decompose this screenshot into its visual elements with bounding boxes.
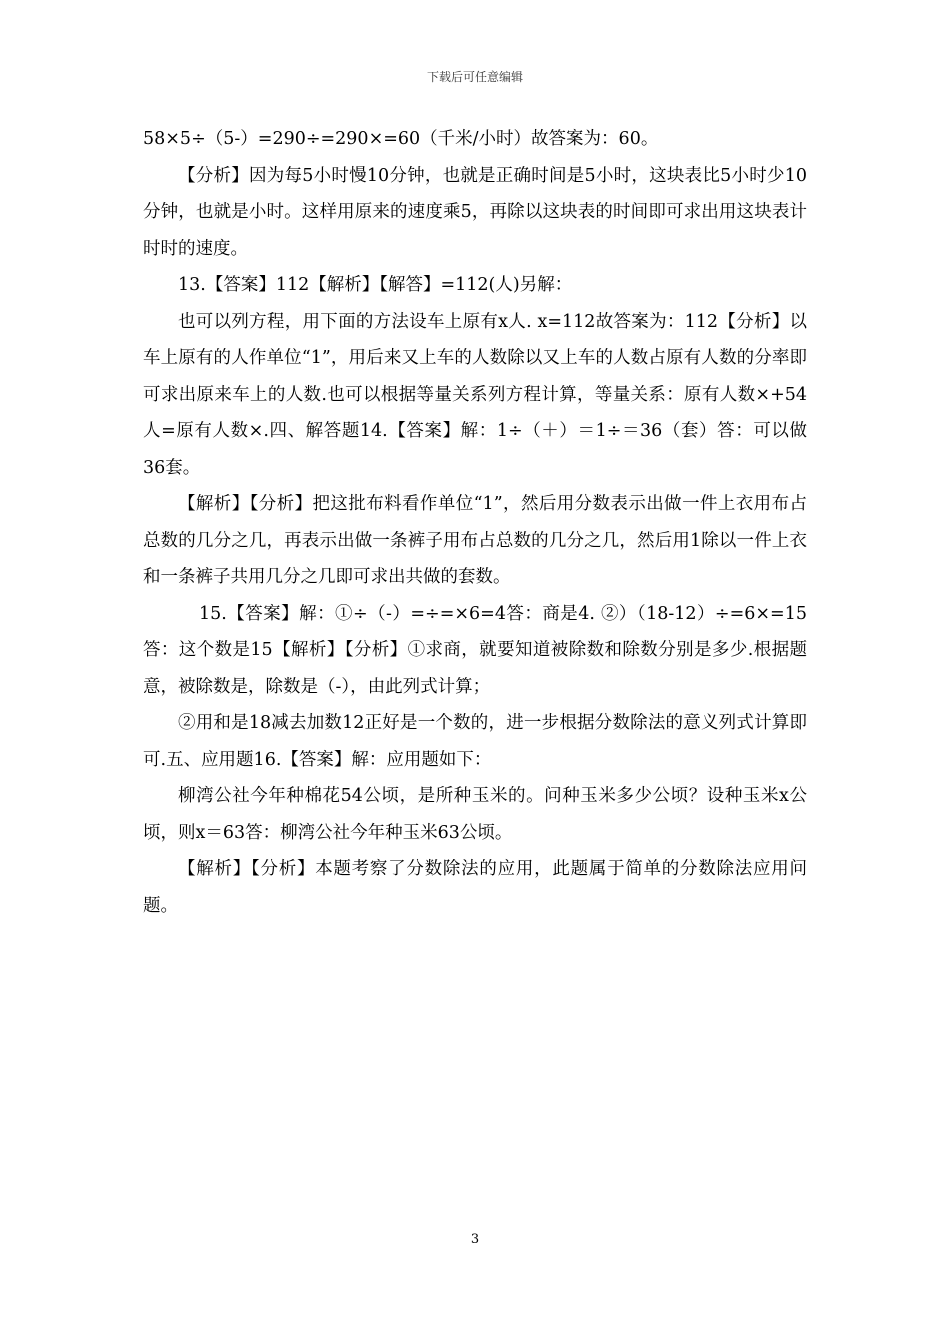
paragraph-answer-13: 13.【答案】112【解析】【解答】=112(人)另解： bbox=[178, 275, 573, 295]
document-body bbox=[143, 121, 807, 924]
paragraph-answer-15: 15.【答案】解：①÷（-）=÷=×6=4答：商是4. ②）（18-12）÷=6×=15答：这个数是15【解析】【分析】①求商，就要知道被除数和除数分别是多少.根据题意，被除数是，除数是（-），由此列式计算； bbox=[143, 603, 807, 697]
paragraph-analysis-16: 【解析】【分析】本题考察了分数除法的应用，此题属于简单的分数除法应用问题。 bbox=[143, 859, 807, 916]
paragraph-equation-13: 也可以列方程，用下面的方法设车上原有x人. x=112故答案为：112【分析】以车上原有的人作单位“1”，用后来又上车的人数除以又上车的人数占原有人数的分率即可求出原来车上的人数.也可以根据等量关系列方程计算，等量关系：原有人数×+54人=原有人数×.四、解答题14.【答案】解：1÷（＋）＝1÷＝36（套）答：可以做36套。 bbox=[143, 311, 807, 478]
paragraph-word-problem-16: 柳湾公社今年种棉花54公顷，是所种玉米的。问种玉米多少公顷？设种玉米x公顷，则x＝63答：柳湾公社今年种玉米63公顷。 bbox=[143, 786, 807, 843]
paragraph-step-2-15: ②用和是18减去加数12正好是一个数的，进一步根据分数除法的意义列式计算即可.五、应用题16.【答案】解：应用题如下： bbox=[143, 713, 807, 770]
page-header: 下载后可任意编辑 bbox=[426, 70, 523, 84]
page-number: 3 bbox=[470, 1232, 480, 1247]
paragraph-analysis-12: 【分析】因为每5小时慢10分钟，也就是正确时间是5小时，这块表比5小时少10分钟，也就是小时。这样用原来的速度乘5，再除以这块表的时间即可求出用这块表计时时的速度。 bbox=[143, 165, 807, 259]
paragraph-calculation: 58×5÷（5-）=290÷=290×=60（千米/小时）故答案为：60。 bbox=[143, 129, 659, 149]
paragraph-analysis-14: 【解析】【分析】把这批布料看作单位“1”，然后用分数表示出做一件上衣用布占总数的几分之几，再表示出做一条裤子用布占总数的几分之几，然后用1除以一件上衣和一条裤子共用几分之几即可求出共做的套数。 bbox=[143, 494, 807, 587]
